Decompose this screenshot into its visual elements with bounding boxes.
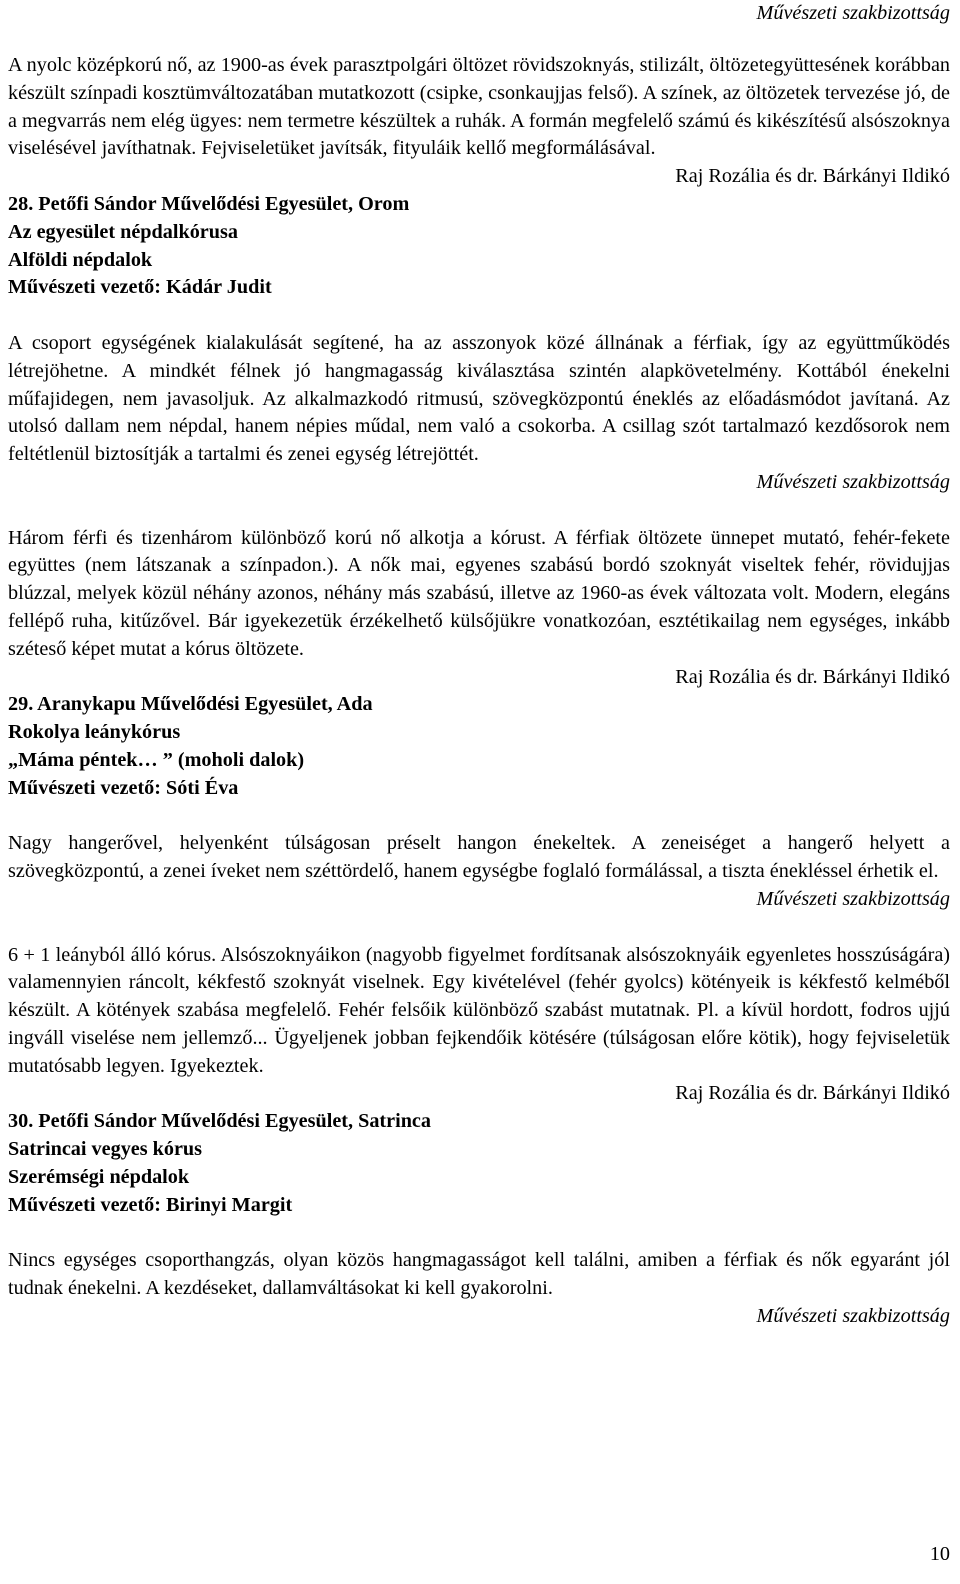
- signature-art-committee: Művészeti szakbizottság: [756, 887, 950, 910]
- entry-program: „Máma péntek… ” (moholi dalok): [8, 748, 305, 771]
- entry-29-costume-evaluation: 6 + 1 leányból álló kórus. Alsószoknyáikon (nagyobb figyelmet fordítsanak alsószoknyáik egyenletes hosszúságára) valamennyien ráncolt, kékfestő szoknyát viselnek. Egy kivételével (fehér gyolcs) kötényeik is kékfestő kelméből készült. A kötények szabása megfelelő. Fehér felsőik különböző szabást mutatnak. Pl. a kívül hordott, fodros ujjú ingváll viselése nem jellemző... Ügyeljenek jobban fejkendőik kötésére (túlságosan előre kötik), hogy fejviseletük mutatósabb legyen. Igyekeztek.: [8, 943, 950, 1077]
- spacer: [8, 1219, 950, 1247]
- entry-28-costume-evaluation: Három férfi és tizenhárom különböző korú nő alkotja a kórust. A férfiak öltözete ünnepet mutató, fehér-fekete együttes (nem látszanak a színpadon.). A nők mai, egyenes szabású bordó szoknyát viseltek fehér, rövidujjas blúzzal, melyek közül néhány azonos, néhány más szabású, illetve az 1960-as évek változata volt. Modern, elegáns fellépő ruha, kitűzővel. Bár igyekezetük érzékelhető külsőjükre vonatkozóan, esztétikailag nem egységes, inkább széteső képet mutat a kórus öltözete.: [8, 526, 950, 660]
- signature-costume-jury: Raj Rozália és dr. Bárkányi Ildikó: [675, 665, 950, 688]
- signature-costume-jury: Raj Rozália és dr. Bárkányi Ildikó: [675, 1082, 950, 1105]
- entry-title: 29. Aranykapu Művelődési Egyesület, Ada: [8, 693, 373, 716]
- spacer: [8, 914, 950, 942]
- entry-leader: Művészeti vezető: Birinyi Margit: [8, 1193, 293, 1216]
- page-number: 10: [929, 1543, 950, 1565]
- entry-leader: Művészeti vezető: Sóti Éva: [8, 776, 239, 799]
- entry-28-heading: [8, 191, 950, 302]
- signature-art-committee: Művészeti szakbizottság: [756, 470, 950, 493]
- page-content: [8, 52, 950, 1331]
- entry-group: Satrincai vegyes kórus: [8, 1138, 203, 1161]
- entry-group: Az egyesület népdalkórusa: [8, 220, 238, 243]
- entry-program: Szerémségi népdalok: [8, 1165, 190, 1188]
- entry-title: 30. Petőfi Sándor Művelődési Egyesület, Satrinca: [8, 1110, 431, 1133]
- spacer: [8, 803, 950, 831]
- entry-28-music-evaluation: A csoport egységének kialakulását segítené, ha az asszonyok közé állnának a férfiak, így az együttműködés létrejöhetne. A mindkét félnek jó hangmagasság kiválasztása szintén alapkövetelmény. Kottából énekelni műfajidegen, nem javasoljuk. Az alkalmazkodó ritmusú, szövegközpontú éneklés az előadásmódot javítaná. Az utolsó dallam nem népdal, hanem népies műdal, nem való a csokorba. A csillag szót tartalmazó kezdősorok nem feltétlenül biztosítják a tartalmi és zenei egység létrejöttét.: [8, 331, 950, 466]
- spacer: [8, 497, 950, 525]
- entry-30-heading: [8, 1108, 950, 1219]
- entry-program: Alföldi népdalok: [8, 248, 153, 271]
- intro-costume-evaluation: A nyolc középkorú nő, az 1900-as évek parasztpolgári öltözet rövidszoknyás, stilizált, öltözetegyüttesének korábban készült színpadi kosztümváltozatában mutatkozott (csipke, csonkaujjas felső). A színek, az öltözetek tervezése jó, de a megvarrás nem elég ügyes: nem termetre készültek a ruhák. A formán megfelelő számú és kikészítésű alsószoknya viselésével javíthatnak. Fejviseletüket javítsák, fityuláik kellő megformálásával.: [8, 54, 950, 160]
- entry-30-music-evaluation: Nincs egységes csoporthangzás, olyan közös hangmagasságot kell találni, amiben a férfiak és nők egyaránt jól tudnak énekelni. A kezdéseket, dallamváltásokat ki kell gyakorolni.: [8, 1249, 950, 1300]
- entry-title: 28. Petőfi Sándor Művelődési Egyesület, Orom: [8, 192, 410, 215]
- running-head: Művészeti szakbizottság: [756, 2, 950, 24]
- entry-29-music-evaluation: Nagy hangerővel, helyenként túlságosan préselt hangon énekeltek. A zeneiséget a hangerő helyett a szövegközpontú, a zenei íveket nem széttördelő, hanem egységbe foglaló formálással, a tiszta énekléssel érhetik el.: [8, 832, 950, 883]
- entry-group: Rokolya leánykórus: [8, 721, 181, 744]
- signature-art-committee: Művészeti szakbizottság: [756, 1304, 950, 1327]
- entry-29-heading: [8, 691, 950, 802]
- entry-leader: Művészeti vezető: Kádár Judit: [8, 276, 272, 299]
- spacer: [8, 302, 950, 330]
- signature-costume-jury: Raj Rozália és dr. Bárkányi Ildikó: [675, 165, 950, 188]
